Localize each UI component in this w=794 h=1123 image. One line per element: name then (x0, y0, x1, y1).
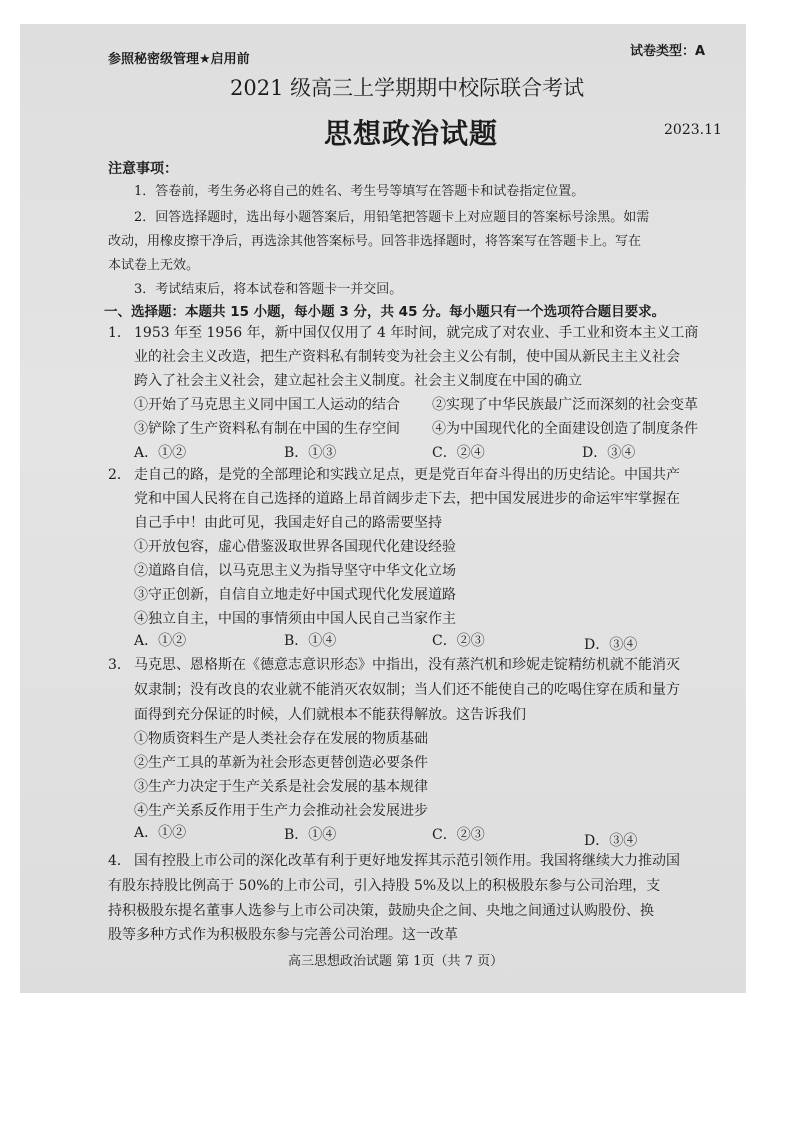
question-4-line-1: 国有控股上市公司的深化改革有利于更好地发挥其示范引领作用。我国将继续大力推动国 (134, 853, 680, 869)
notice-heading: 注意事项： (108, 161, 178, 177)
question-1-line-1: 1953 年至 1956 年，新中国仅仅用了 4 年时间，就完成了对农业、手工业和资本主义工商 (134, 325, 699, 341)
question-3-statement-2: ②生产工具的革新为社会形态更替创造必要条件 (134, 755, 428, 771)
question-1-statement-4: ④为中国现代化的全面建设创造了制度条件 (432, 421, 698, 437)
page-footer: 高三思想政治试题 第 1页（共 7 页） (288, 954, 504, 969)
notice-item-3: 3．考试结束后，将本试卷和答题卡一并交回。 (134, 282, 403, 297)
question-3-statement-3: ③生产力决定于生产关系是社会发展的基本规律 (134, 779, 428, 795)
question-2-statement-4: ④独立自主，中国的事情须由中国人民自己当家作主 (134, 611, 456, 627)
question-2-number: 2． (108, 467, 131, 483)
notice-item-2-line-3: 本试卷上无效。 (108, 258, 200, 273)
security-label: 参照秘密级管理★启用前 (108, 52, 250, 67)
notice-item-1: 1．答卷前，考生务必将自己的姓名、考生号等填写在答题卡和试卷指定位置。 (134, 184, 585, 199)
question-2-statement-3: ③守正创新，自信自立地走好中国式现代化发展道路 (134, 587, 456, 603)
notice-item-2-line-2: 改动，用橡皮擦干净后，再选涂其他答案标号。回答非选择题时，将答案写在答题卡上。写在 (108, 234, 642, 249)
question-1-option-a: A．①② (134, 445, 187, 461)
question-1-line-2: 业的社会主义改造，把生产资料私有制转变为社会主义公有制，使中国从新民主主义社会 (134, 349, 680, 365)
question-4-line-3: 持积极股东提名董事人选参与上市公司决策，鼓励央企之间、央地之间通过认购股份、换 (108, 903, 654, 919)
question-2-statement-2: ②道路自信，以马克思主义为指导坚守中华文化立场 (134, 563, 456, 579)
exam-date: 2023.11 (664, 122, 722, 138)
question-2-line-2: 党和中国人民将在自己选择的道路上昂首阔步走下去，把中国发展进步的命运牢牢掌握在 (134, 491, 680, 507)
question-2-line-1: 走自己的路，是党的全部理论和实践立足点，更是党百年奋斗得出的历史结论。中国共产 (134, 467, 680, 483)
question-4-number: 4． (108, 853, 131, 869)
question-3-option-b: B．①④ (284, 827, 337, 843)
question-3-option-d: D．③④ (584, 833, 638, 849)
question-2-statement-1: ①开放包容，虚心借鉴汲取世界各国现代化建设经验 (134, 539, 456, 555)
question-1-option-c: C．②④ (432, 445, 485, 461)
question-1-statement-1: ①开始了马克思主义同中国工人运动的结合 (134, 397, 400, 413)
question-3-statement-4: ④生产关系反作用于生产力会推动社会发展进步 (134, 803, 428, 819)
question-1-line-3: 跨入了社会主义社会，建立起社会主义制度。社会主义制度在中国的确立 (134, 373, 582, 389)
question-3-line-2: 奴隶制；没有改良的农业就不能消灭农奴制；当人们还不能使自己的吃喝住穿在质和量方 (134, 682, 680, 698)
question-3-line-1: 马克思、恩格斯在《德意志意识形态》中指出，没有蒸汽机和珍妮走锭精纺机就不能消灭 (134, 657, 680, 673)
paper-type-label: 试卷类型：A (630, 44, 706, 59)
notice-item-2-line-1: 2．回答选择题时，选出每小题答案后，用铅笔把答题卡上对应题目的答案标号涂黑。如需 (134, 210, 650, 225)
question-1-statement-3: ③铲除了生产资料私有制在中国的生存空间 (134, 421, 400, 437)
question-1-statement-2: ②实现了中华民族最广泛而深刻的社会变革 (432, 397, 698, 413)
question-1-number: 1． (108, 325, 131, 341)
question-2-option-c: C．②③ (432, 633, 485, 649)
question-3-option-a: A．①② (134, 825, 187, 841)
question-2-option-d: D．③④ (584, 637, 638, 653)
section-heading: 一、选择题：本题共 15 小题，每小题 3 分，共 45 分。每小题只有一个选项符合题目要求。 (104, 304, 666, 320)
question-2-option-a: A．①② (134, 633, 187, 649)
subject-title: 思想政治试题 (324, 117, 499, 150)
question-3-number: 3． (108, 657, 131, 673)
question-3-statement-1: ①物质资料生产是人类社会存在发展的物质基础 (134, 731, 428, 747)
question-3-line-3: 面得到充分保证的时候，人们就根本不能获得解放。这告诉我们 (134, 707, 526, 723)
question-1-option-b: B．①③ (284, 445, 337, 461)
question-2-line-3: 自己手中！由此可见，我国走好自己的路需要坚持 (134, 515, 442, 531)
question-2-option-b: B．①④ (284, 633, 337, 649)
question-1-option-d: D．③④ (582, 445, 636, 461)
question-3-option-c: C．②③ (432, 827, 485, 843)
question-4-line-2: 有股东持股比例高于 50%的上市公司，引入持股 5%及以上的积极股东参与公司治理，支 (108, 878, 661, 894)
exam-paper-photo (20, 24, 746, 993)
question-4-line-4: 股等多种方式作为积极股东参与完善公司治理。这一改革 (108, 927, 458, 943)
exam-title: 2021 级高三上学期期中校际联合考试 (230, 76, 585, 100)
